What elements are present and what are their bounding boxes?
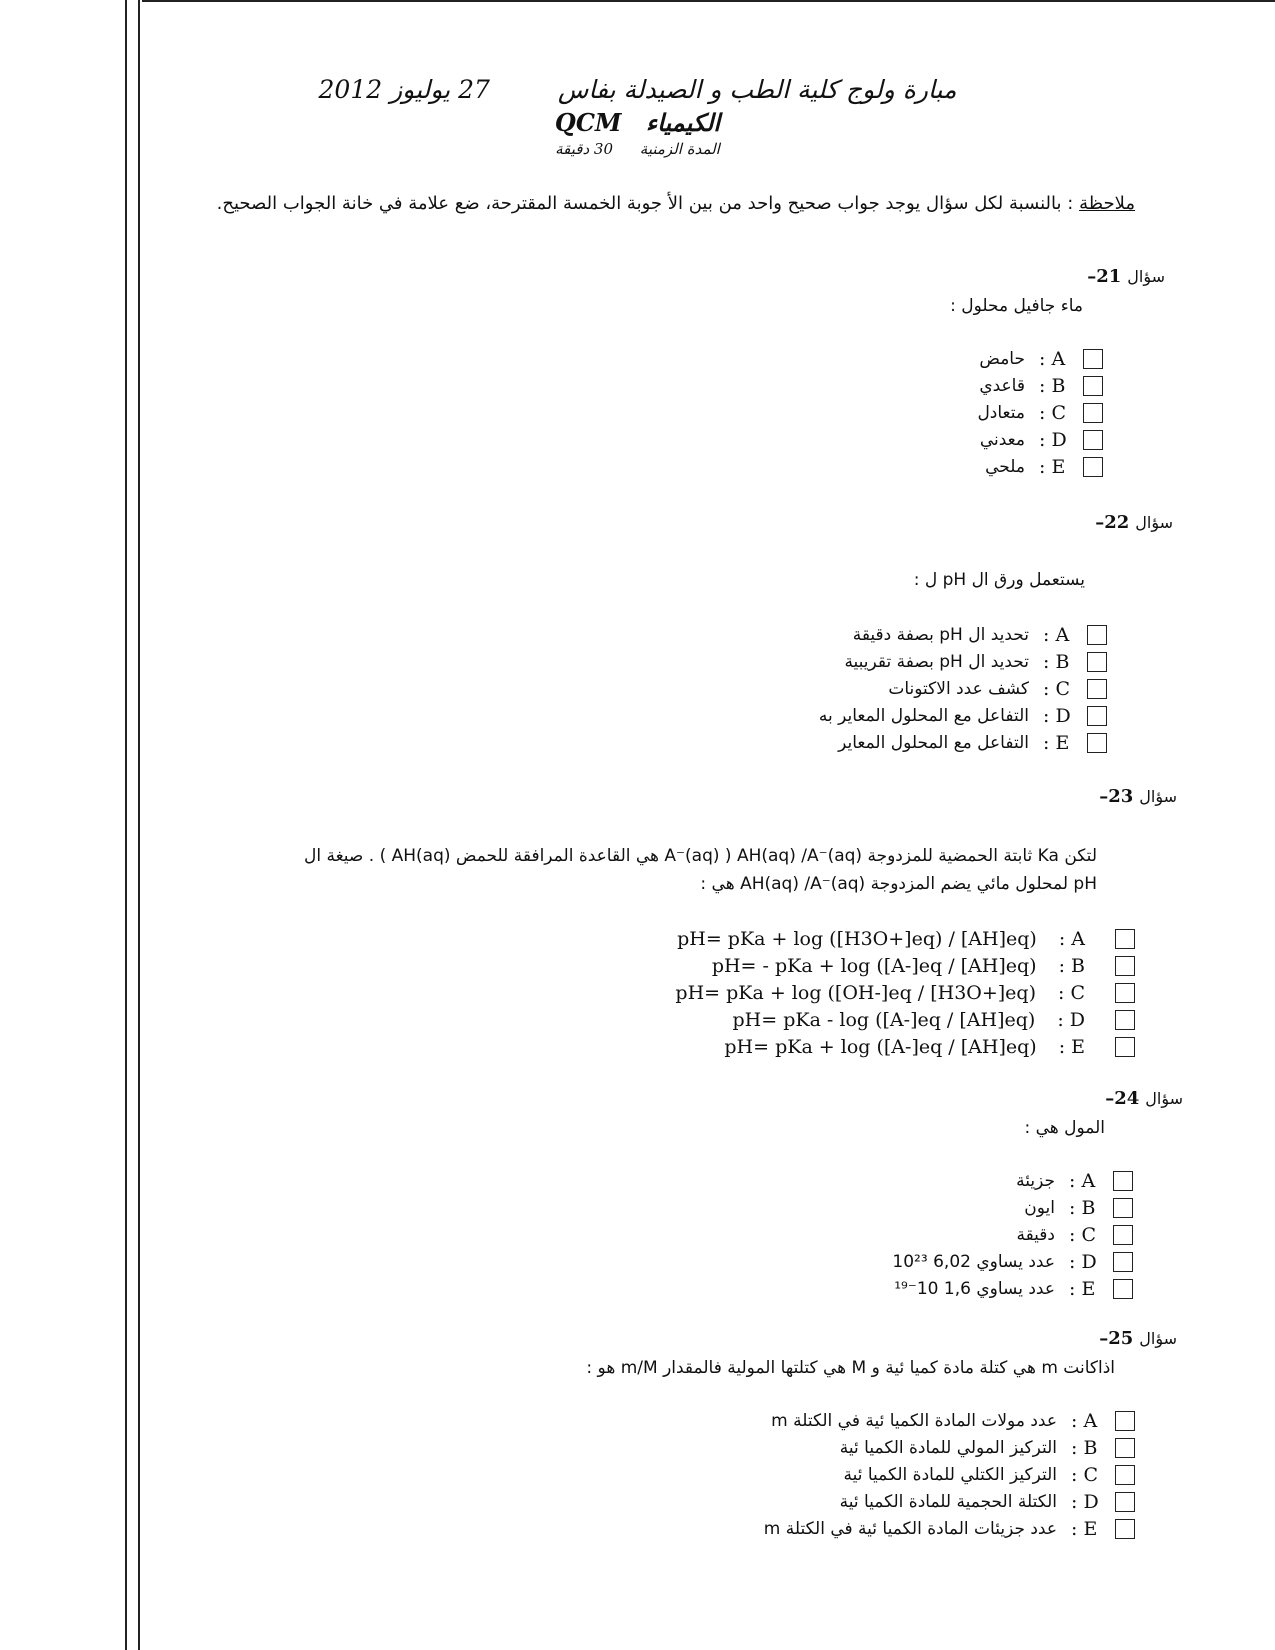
option-text: دقيقة xyxy=(1016,1225,1055,1245)
option-letter: : A xyxy=(1069,1170,1096,1192)
question-23-stem-line2: pH لمحلول مائي يضم المزدوجة AH(aq) /A⁻(aq) هي : xyxy=(700,874,1097,894)
exam-date: 27 يوليوز 2012 xyxy=(318,75,490,104)
option-text: عدد مولات المادة الكميا ئية في الكتلة m xyxy=(771,1411,1057,1431)
q21-option-e[interactable] xyxy=(985,454,1103,480)
option-letter: : D xyxy=(1069,1251,1097,1273)
left-margin-line-2 xyxy=(138,0,140,1650)
option-text: حامض xyxy=(979,349,1025,369)
option-letter: : E xyxy=(1043,732,1070,754)
option-text: التفاعل مع المحلول المعاير به xyxy=(818,706,1029,726)
q24-option-c[interactable] xyxy=(1016,1222,1133,1248)
q23-option-d[interactable] xyxy=(733,1007,1135,1033)
option-text: معدني xyxy=(979,430,1025,450)
q22-option-a[interactable] xyxy=(853,622,1107,648)
answer-checkbox[interactable] xyxy=(1083,349,1103,369)
q23-option-b[interactable] xyxy=(712,953,1135,979)
question-label: سؤال xyxy=(1139,787,1177,806)
answer-checkbox[interactable] xyxy=(1115,929,1135,949)
option-letter: : C xyxy=(1039,402,1066,424)
option-letter: : D xyxy=(1039,429,1067,451)
option-letter: : B xyxy=(1043,651,1070,673)
option-formula: pH= - pKa + log ([A-]eq / [AH]eq) xyxy=(711,955,1037,977)
answer-checkbox[interactable] xyxy=(1113,1198,1133,1218)
option-text: ملحي xyxy=(985,457,1025,477)
q21-option-c[interactable] xyxy=(977,400,1103,426)
option-letter: : A xyxy=(1039,348,1066,370)
answer-checkbox[interactable] xyxy=(1115,1438,1135,1458)
option-formula: pH= pKa + log ([OH-]eq / [H3O+]eq) xyxy=(675,982,1037,1004)
q23-option-e[interactable] xyxy=(724,1034,1135,1060)
option-formula: pH= pKa - log ([A-]eq / [AH]eq) xyxy=(732,1009,1036,1031)
answer-checkbox[interactable] xyxy=(1087,652,1107,672)
question-label: سؤال xyxy=(1127,267,1165,286)
q24-option-a[interactable] xyxy=(1016,1168,1133,1194)
left-margin-line-1 xyxy=(125,0,127,1650)
q21-option-a[interactable] xyxy=(979,346,1103,372)
answer-checkbox[interactable] xyxy=(1115,1010,1135,1030)
option-text: قاعدي xyxy=(979,376,1025,396)
question-22-stem: يستعمل ورق ال pH ل : xyxy=(913,570,1085,590)
answer-checkbox[interactable] xyxy=(1115,983,1135,1003)
q22-option-e[interactable] xyxy=(838,730,1107,756)
duration-label: المدة الزمنية xyxy=(639,140,720,158)
option-text: الكتلة الحجمية للمادة الكميا ئية xyxy=(839,1492,1057,1512)
q25-option-a[interactable] xyxy=(771,1408,1135,1434)
exam-title xyxy=(0,75,1275,104)
option-text: جزيئة xyxy=(1016,1171,1055,1191)
option-letter: : A xyxy=(1071,1410,1098,1432)
option-letter: : B xyxy=(1039,375,1066,397)
answer-checkbox[interactable] xyxy=(1087,679,1107,699)
option-letter: : D xyxy=(1057,1009,1085,1031)
answer-checkbox[interactable] xyxy=(1083,376,1103,396)
answer-checkbox[interactable] xyxy=(1115,1037,1135,1057)
q21-option-d[interactable] xyxy=(980,427,1103,453)
qcm-label: QCM xyxy=(554,108,622,137)
q21-option-b[interactable] xyxy=(979,373,1103,399)
question-label: سؤال xyxy=(1139,1329,1177,1348)
answer-checkbox[interactable] xyxy=(1115,1465,1135,1485)
answer-checkbox[interactable] xyxy=(1083,457,1103,477)
answer-checkbox[interactable] xyxy=(1113,1171,1133,1191)
option-letter: : D xyxy=(1043,705,1071,727)
note-label: ملاحظة xyxy=(1079,193,1135,214)
option-letter: : C xyxy=(1058,982,1085,1004)
option-text: كشف عدد الاكتونات xyxy=(888,679,1029,699)
answer-checkbox[interactable] xyxy=(1113,1279,1133,1299)
q22-option-b[interactable] xyxy=(844,649,1107,675)
question-24-heading xyxy=(1105,1088,1183,1109)
option-letter: : C xyxy=(1071,1464,1098,1486)
option-letter: : D xyxy=(1071,1491,1099,1513)
q25-option-b[interactable] xyxy=(840,1435,1135,1461)
option-formula: pH= pKa + log ([A-]eq / [AH]eq) xyxy=(724,1036,1037,1058)
subject-text: الكيمياء xyxy=(645,108,721,137)
option-letter: : B xyxy=(1071,1437,1098,1459)
answer-checkbox[interactable] xyxy=(1083,403,1103,423)
answer-checkbox[interactable] xyxy=(1087,625,1107,645)
q23-option-a[interactable] xyxy=(677,926,1135,952)
option-text: التركيز المولي للمادة الكميا ئية xyxy=(839,1438,1057,1458)
q24-option-b[interactable] xyxy=(1024,1195,1133,1221)
answer-checkbox[interactable] xyxy=(1087,706,1107,726)
q25-option-e[interactable] xyxy=(764,1516,1135,1542)
question-23-stem-line1: لتكن Ka ثابتة الحمضية للمزدوجة AH(aq) /A⁻(aq) ( A⁻(aq) هي القاعدة المرافقة للحمض AH(aq) ) . صيغة ال xyxy=(304,846,1097,866)
option-letter: : C xyxy=(1043,678,1070,700)
exam-title-text: مبارة ولوج كلية الطب و الصيدلة بفاس xyxy=(557,75,957,104)
option-letter: : E xyxy=(1039,456,1066,478)
question-number: 24– xyxy=(1105,1088,1140,1109)
q22-option-d[interactable] xyxy=(819,703,1107,729)
question-25-stem: اذاكانت m هي كتلة مادة كميا ئية و M هي كتلتها المولية فالمقدار m/M هو : xyxy=(586,1358,1115,1378)
instructions-note xyxy=(195,190,1135,217)
exam-subject xyxy=(0,108,1275,137)
option-text: ايون xyxy=(1024,1198,1055,1218)
answer-checkbox[interactable] xyxy=(1087,733,1107,753)
option-text: عدد جزيئات المادة الكميا ئية في الكتلة m xyxy=(763,1519,1057,1539)
answer-checkbox[interactable] xyxy=(1113,1225,1133,1245)
option-letter: : B xyxy=(1069,1197,1096,1219)
q23-option-c[interactable] xyxy=(675,980,1135,1006)
option-letter: : B xyxy=(1058,955,1085,977)
q25-option-c[interactable] xyxy=(843,1462,1135,1488)
q25-option-d[interactable] xyxy=(840,1489,1135,1515)
option-text: تحديد ال pH بصفة تقريبية xyxy=(844,652,1029,672)
option-letter: : E xyxy=(1071,1518,1098,1540)
question-25-heading xyxy=(1099,1328,1177,1349)
option-letter: : A xyxy=(1058,928,1085,950)
q24-option-d[interactable] xyxy=(892,1249,1133,1275)
top-rule xyxy=(142,0,1275,2)
answer-checkbox[interactable] xyxy=(1115,1492,1135,1512)
question-21-heading xyxy=(1087,266,1165,287)
question-number: 21– xyxy=(1087,266,1122,287)
option-text: التفاعل مع المحلول المعاير xyxy=(838,733,1029,753)
question-label: سؤال xyxy=(1145,1089,1183,1108)
option-text: تحديد ال pH بصفة دقيقة xyxy=(852,625,1029,645)
question-24-stem: المول هي : xyxy=(1024,1118,1105,1138)
q24-option-e[interactable] xyxy=(894,1276,1133,1302)
duration-value: 30 دقيقة xyxy=(555,140,614,158)
question-number: 23– xyxy=(1099,786,1134,807)
option-letter: : C xyxy=(1069,1224,1096,1246)
answer-checkbox[interactable] xyxy=(1115,1411,1135,1431)
option-text: التركيز الكتلي للمادة الكميا ئية xyxy=(843,1465,1057,1485)
answer-checkbox[interactable] xyxy=(1083,430,1103,450)
option-text: عدد يساوي 1,6 10⁻¹⁹ xyxy=(894,1279,1055,1299)
question-23-heading xyxy=(1099,786,1177,807)
exam-duration xyxy=(0,140,1275,158)
answer-checkbox[interactable] xyxy=(1115,956,1135,976)
option-text: متعادل xyxy=(977,403,1025,423)
question-22-heading xyxy=(1095,512,1173,533)
answer-checkbox[interactable] xyxy=(1115,1519,1135,1539)
question-number: 22– xyxy=(1095,512,1130,533)
option-letter: : A xyxy=(1043,624,1070,646)
question-number: 25– xyxy=(1099,1328,1134,1349)
q22-option-c[interactable] xyxy=(888,676,1107,702)
question-21-stem: ماء جافيل محلول : xyxy=(950,296,1083,316)
question-label: سؤال xyxy=(1135,513,1173,532)
note-text: : بالنسبة لكل سؤال يوجد جواب صحيح واحد من بين الأ جوبة الخمسة المقترحة، ضع علامة في خانة الجواب الصحيح. xyxy=(216,193,1074,214)
option-text: عدد يساوي 6,02 10²³ xyxy=(892,1252,1055,1272)
option-letter: : E xyxy=(1058,1036,1085,1058)
answer-checkbox[interactable] xyxy=(1113,1252,1133,1272)
option-formula: pH= pKa + log ([H3O+]eq) / [AH]eq) xyxy=(677,928,1037,950)
option-letter: : E xyxy=(1069,1278,1096,1300)
